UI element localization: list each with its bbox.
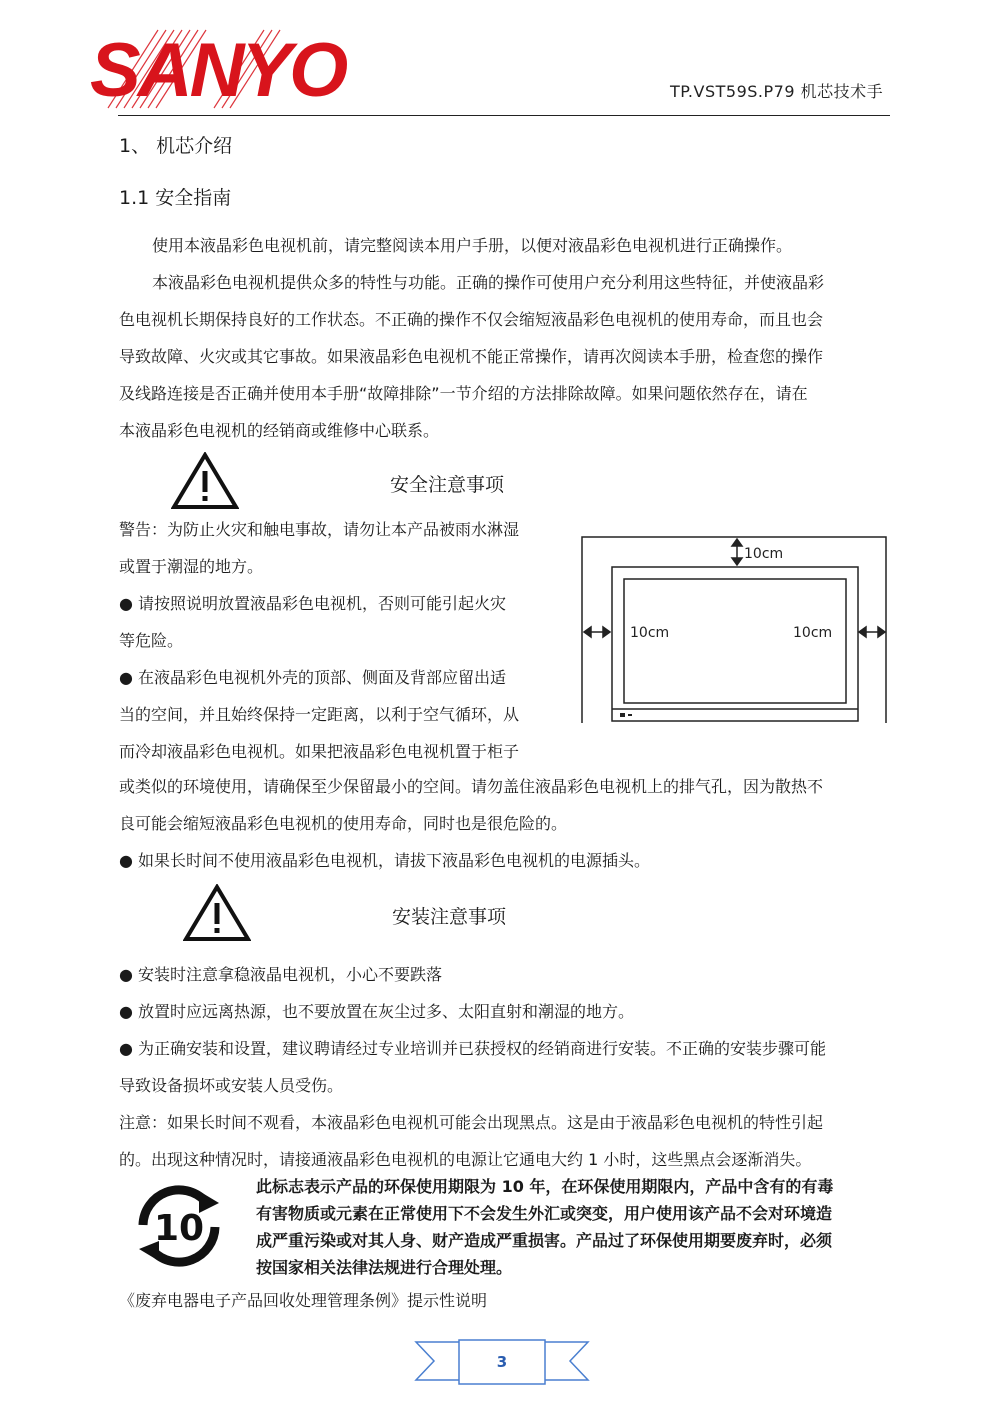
text-line: 成严重污染或对其人身、财产造成严重损害。产品过了环保使用期要废弃时，必须	[256, 1231, 833, 1250]
safety-title: 安全注意事项	[390, 474, 505, 496]
text-line: ● 放置时应远离热源，也不要放置在灰尘过多、太阳直射和潮湿的地方。	[119, 1002, 635, 1021]
text-line: 有害物质或元素在正常使用下不会发生外汇或突变，用户使用该产品不会对环境造	[256, 1204, 833, 1223]
text-line: 注意：如果长时间不观看，本液晶彩色电视机可能会出现黑点。这是由于液晶彩色电视机的特性引起	[119, 1113, 824, 1132]
safety-full-text	[119, 768, 889, 879]
left-clearance-arrow	[584, 627, 610, 637]
tv-frame	[612, 567, 858, 721]
text-line: 使用本液晶彩色电视机前，请完整阅读本用户手册，以便对液晶彩色电视机进行正确操作。	[152, 236, 793, 255]
subsection-heading: 1.1 安全指南	[119, 187, 232, 209]
text-line: 此标志表示产品的环保使用期限为 10 年，在环保使用期限内，产品中含有的有毒	[256, 1177, 834, 1196]
text-line: 色电视机长期保持良好的工作状态。不正确的操作不仅会缩短液晶彩色电视机的使用寿命，而且也会	[119, 310, 824, 329]
tv-clearance-diagram	[578, 533, 890, 725]
text-line: 本液晶彩色电视机的经销商或维修中心联系。	[119, 421, 440, 440]
eco-period-badge-icon	[133, 1185, 225, 1267]
text-line: ● 在液晶彩色电视机外壳的顶部、侧面及背部应留出适	[119, 668, 507, 687]
tv-indicator-lights	[620, 713, 632, 717]
right-clearance-label: 10cm	[793, 625, 833, 641]
top-clearance-label: 10cm	[744, 546, 784, 562]
text-line: 按国家相关法律法规进行合理处理。	[256, 1258, 513, 1277]
left-clearance-label: 10cm	[630, 625, 670, 641]
logo-text: SANYO	[90, 28, 346, 113]
intro-paragraph	[119, 227, 889, 449]
text-line: 警告：为防止火灾和触电事故，请勿让本产品被雨水淋湿	[119, 520, 520, 539]
warning-triangle-icon	[183, 884, 251, 942]
install-title: 安装注意事项	[392, 906, 507, 928]
text-line: 等危险。	[119, 631, 184, 650]
text-line: 或类似的环境使用，请确保至少保留最小的空间。请勿盖住液晶彩色电视机上的排气孔，因为散热不	[119, 777, 824, 796]
right-clearance-arrow	[859, 627, 885, 637]
tv-screen	[624, 579, 846, 703]
text-line: 本液晶彩色电视机提供众多的特性与功能。正确的操作可使用户充分利用这些特征，并使液晶彩	[152, 273, 825, 292]
sanyo-logo	[88, 22, 356, 114]
warning-triangle-icon	[171, 452, 239, 510]
eco-badge-number: 10	[153, 1208, 205, 1249]
page-number: 3	[496, 1353, 508, 1371]
safety-narrow-text	[119, 511, 559, 770]
text-line: 当的空间，并且始终保持一定距离，以利于空气循环，从	[119, 705, 520, 724]
text-line: ● 如果长时间不使用液晶彩色电视机，请拔下液晶彩色电视机的电源插头。	[119, 851, 651, 870]
text-line: 的。出现这种情况时，请接通液晶彩色电视机的电源让它通电大约 1 小时，这些黑点会逐渐消失。	[119, 1150, 812, 1169]
text-line: ● 安装时注意拿稳液晶电视机，小心不要跌落	[119, 965, 443, 984]
wall-outline	[582, 537, 886, 723]
text-line: 或置于潮湿的地方。	[119, 557, 264, 576]
text-line: 良可能会缩短液晶彩色电视机的使用寿命，同时也是很危险的。	[119, 814, 568, 833]
text-line: ● 为正确安装和设置，建议聘请经过专业培训并已获授权的经销商进行安装。不正确的安装步骤可能	[119, 1039, 827, 1058]
document-code: TP.VST59S.P79 机芯技术手	[670, 82, 884, 101]
text-line: 导致设备损坏或安装人员受伤。	[119, 1076, 344, 1095]
eco-notice	[256, 1173, 890, 1281]
install-text	[119, 956, 889, 1178]
header-divider	[118, 115, 890, 116]
section-heading: 1、 机芯介绍	[119, 135, 233, 157]
text-line: 而冷却液晶彩色电视机。如果把液晶彩色电视机置于柜子	[119, 742, 520, 761]
text-line: ● 请按照说明放置液晶彩色电视机，否则可能引起火灾	[119, 594, 507, 613]
text-line: 及线路连接是否正确并使用本手册“故障排除”一节介绍的方法排除故障。如果问题依然存在，请在	[119, 384, 808, 403]
top-clearance-arrow	[732, 539, 742, 565]
text-line: 导致故障、火灾或其它事故。如果液晶彩色电视机不能正常操作，请再次阅读本手册，检查您的操作	[119, 347, 824, 366]
recycle-note: 《废弃电器电子产品回收处理管理条例》提示性说明	[119, 1291, 488, 1310]
